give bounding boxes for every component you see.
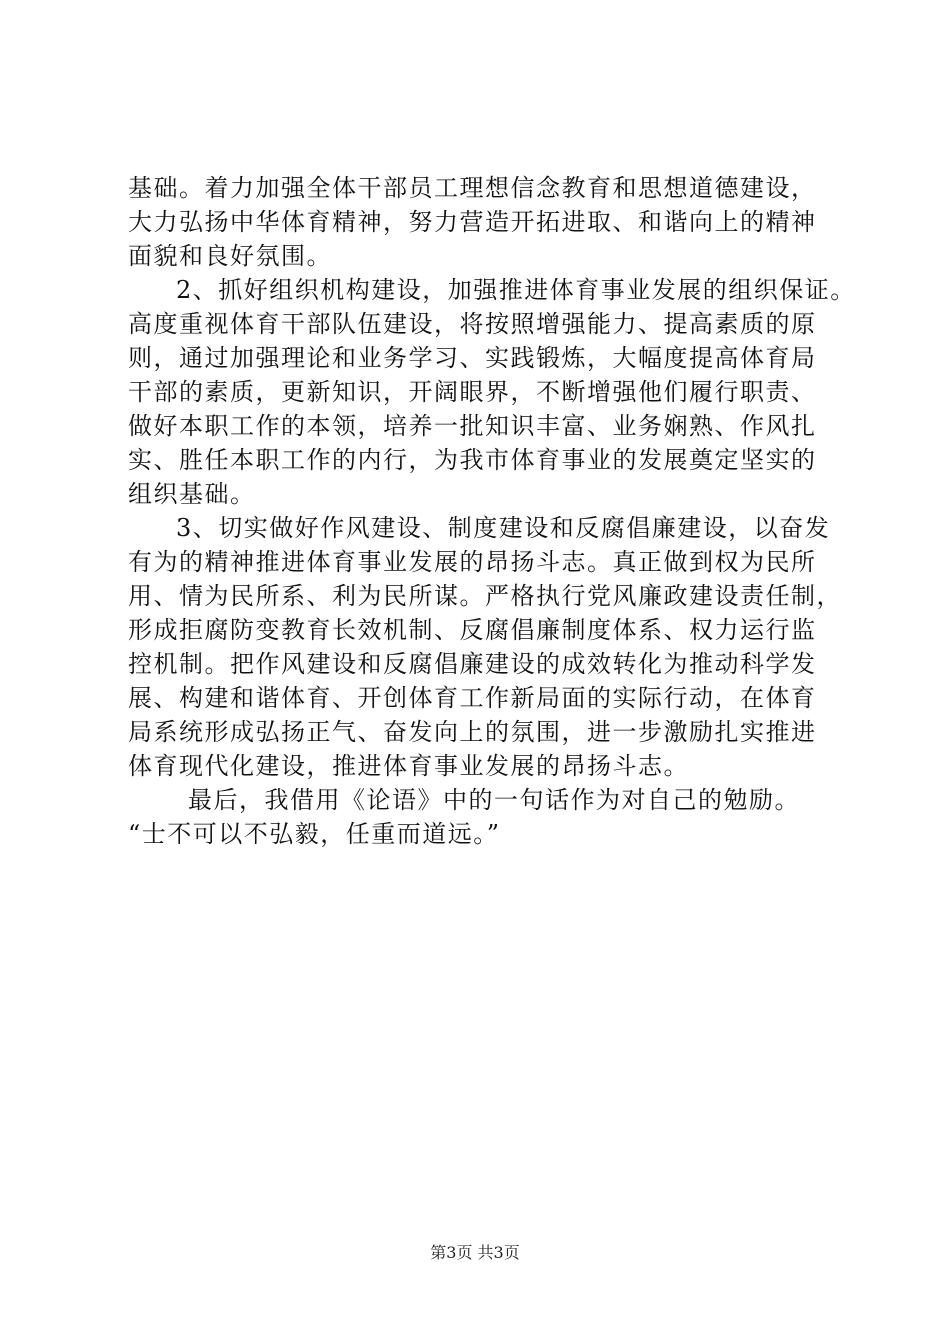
text-line: 干部的素质，更新知识，开阔眼界，不断增强他们履行职责、 xyxy=(128,378,817,406)
text-line: 3、切实做好作风建设、制度建设和反腐倡廉建设，以奋发 xyxy=(176,514,831,542)
text-line: 实、胜任本职工作的内行，为我市体育事业的发展奠定坚实的 xyxy=(128,446,817,474)
text-line: 大力弘扬中华体育精神，努力营造开拓进取、和谐向上的精神 xyxy=(128,208,817,236)
text-line: 体育现代化建设，推进体育事业发展的昂扬斗志。 xyxy=(128,752,689,780)
text-line: 用、情为民所系、利为民所谋。严格执行党风廉政建设责任制， xyxy=(128,582,842,610)
text-line: 做好本职工作的本领，培养一批知识丰富、业务娴熟、作风扎 xyxy=(128,412,817,440)
text-line: 有为的精神推进体育事业发展的昂扬斗志。真正做到权为民所 xyxy=(128,548,817,576)
text-line: 组织基础。 xyxy=(128,480,256,508)
text-line: 形成拒腐防变教育长效机制、反腐倡廉制度体系、权力运行监 xyxy=(128,616,817,644)
text-line: 2、抓好组织机构建设，加强推进体育事业发展的组织保证。 xyxy=(176,276,856,304)
text-line: 控机制。把作风建设和反腐倡廉建设的成效转化为推动科学发 xyxy=(128,650,817,678)
text-line: 基础。着力加强全体干部员工理想信念教育和思想道德建设， xyxy=(128,174,817,202)
text-line: 展、构建和谐体育、开创体育工作新局面的实际行动，在体育 xyxy=(128,684,817,712)
page-footer: 第3页 共3页 xyxy=(430,1243,520,1262)
text-line: 则，通过加强理论和业务学习、实践锻炼，大幅度提高体育局 xyxy=(128,344,817,372)
text-line: 局系统形成弘扬正气、奋发向上的氛围，进一步激励扎实推进 xyxy=(128,718,817,746)
text-line: 最后，我借用《论语》中的一句话作为对自己的勉励。 xyxy=(188,786,800,814)
text-line: “士不可以不弘毅，任重而道远。” xyxy=(128,820,501,848)
document-body xyxy=(128,171,856,851)
text-line: 面貌和良好氛围。 xyxy=(128,242,332,270)
text-line: 高度重视体育干部队伍建设，将按照增强能力、提高素质的原 xyxy=(128,310,817,338)
